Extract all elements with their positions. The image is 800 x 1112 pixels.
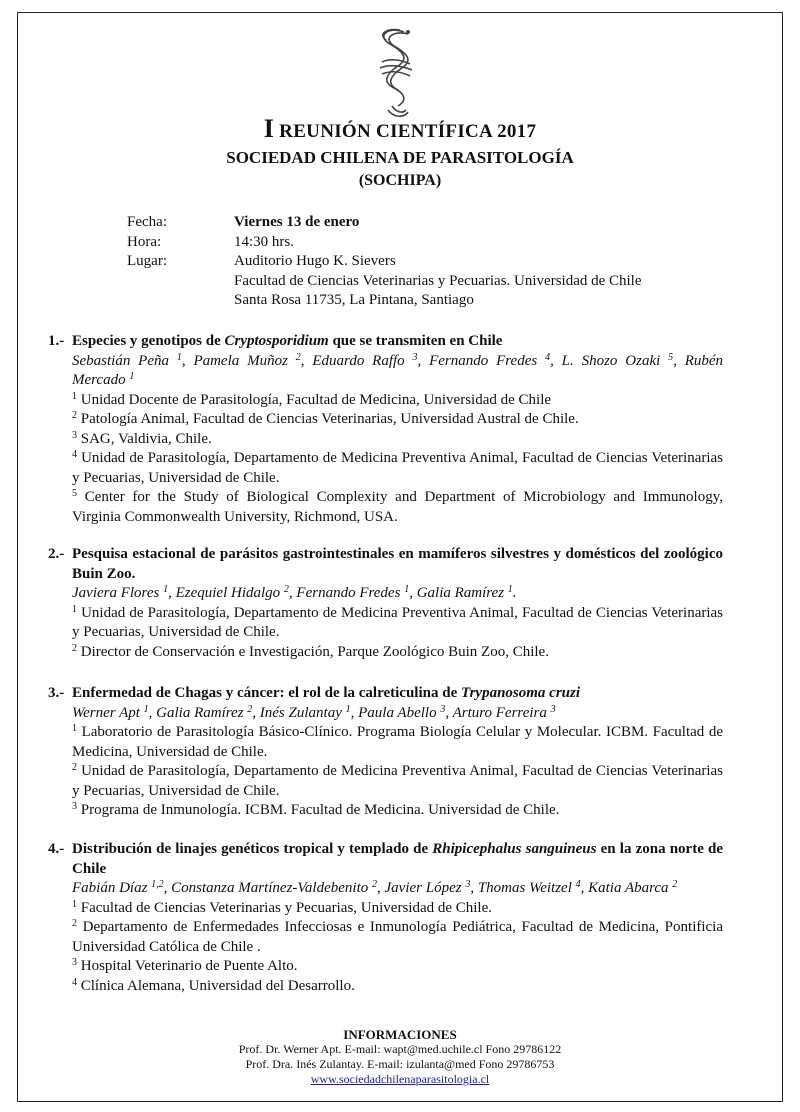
affiliation-text: Departamento de Enfermedades Infecciosas e Inmunología Pediátrica, Facultad de Medicina, Pontificia Universidad Católica de Chile . — [72, 919, 724, 955]
author-name: L. Shozo Ozaki — [561, 352, 661, 369]
author-name: Eduardo Raffo — [312, 352, 405, 369]
author-name: Arturo Ferreira — [452, 704, 547, 721]
meeting-title: I REUNIÓN CIENTÍFICA 2017 — [263, 114, 537, 143]
species-name: Trypanosoma cruzi — [460, 685, 581, 701]
event-details — [127, 213, 642, 311]
affiliation-index: 4 — [72, 976, 77, 988]
author-name: Ezequiel Hidalgo — [175, 585, 281, 601]
date-value: Viernes 13 de enero — [234, 214, 360, 230]
author-affiliation-index: 2 — [295, 351, 301, 363]
place-line-2: Facultad de Ciencias Veterinarias y Pecuarias. Universidad de Chile — [234, 272, 642, 289]
affiliation-index: 3 — [72, 429, 77, 441]
talk-title-text: Especies y genotipos de Cryptosporidium que se transmiten en Chile — [72, 333, 503, 349]
affiliation-text: Unidad de Parasitología, Departamento de Medicina Preventiva Animal, Facultad de Ciencias Veterinarias y Pecuarias, Universidad de Chile. — [72, 450, 724, 486]
talk-item — [48, 840, 723, 996]
author-name: Javier López — [384, 880, 462, 896]
author-name: Rubén Mercado — [72, 352, 724, 388]
author-name: Sebastián Peña — [72, 352, 169, 369]
affiliation-index: 1 — [72, 723, 77, 734]
author-affiliation-index: 4 — [545, 351, 551, 363]
affiliation — [72, 604, 723, 643]
contact-line-1: Prof. Dr. Werner Apt. E-mail: wapt@med.uchile.cl Fono 29786122 — [238, 1042, 562, 1056]
author-affiliation-index: 1,2 — [151, 879, 164, 890]
author-affiliation-index: 1 — [507, 584, 513, 595]
affiliation — [72, 977, 723, 997]
author-name: Werner Apt — [72, 704, 140, 721]
contact-line-2: Prof. Dra. Inés Zulantay. E-mail: izulanta@med Fono 29786753 — [245, 1057, 555, 1071]
talk-body — [72, 584, 723, 662]
author-affiliation-index: 5 — [668, 351, 674, 363]
author-name: Paula Abello — [358, 704, 437, 721]
author-affiliation-index: 2 — [672, 879, 678, 890]
author-name: Javiera Flores — [72, 585, 160, 601]
affiliation-text: SAG, Valdivia, Chile. — [80, 430, 212, 447]
affiliation-index: 4 — [72, 449, 77, 460]
society-name: SOCIEDAD CHILENA DE PARASITOLOGÍA — [226, 148, 574, 167]
talk-title-text: Enfermedad de Chagas y cáncer: el rol de la calreticulina de Trypanosoma cruzi — [72, 685, 581, 701]
affiliation-index: 2 — [72, 642, 77, 654]
affiliation-text: Programa de Inmunología. ICBM. Facultad de Medicina. Universidad de Chile. — [80, 802, 560, 818]
affiliation — [72, 723, 723, 762]
talk-item — [48, 684, 723, 821]
author-affiliation-index: 2 — [372, 879, 377, 890]
place-label: Lugar: — [127, 253, 167, 269]
affiliation — [72, 899, 723, 919]
info-heading: INFORMACIONES — [343, 1027, 457, 1042]
time-label: Hora: — [127, 233, 162, 250]
author-affiliation-index: 1 — [129, 371, 135, 382]
affiliation-index: 3 — [72, 801, 77, 812]
talk-number: 3.- — [48, 685, 65, 701]
affiliation-text: Clínica Alemana, Universidad del Desarrollo. — [80, 977, 355, 994]
authors-line: Werner Apt $^1$, Galia Ramírez $^2$, Inés Zulantay $^1$, Paula Abello $^3$, Arturo Ferreira $^3$ — [72, 703, 556, 721]
affiliation-text: Center for the Study of Biological Complexity and Department of Microbiology and Immunology, Virginia Commonwealth University, Richmond, USA. — [72, 489, 724, 525]
affiliation-index: 2 — [72, 918, 77, 929]
author-affiliation-index: 1 — [345, 703, 351, 715]
affiliation — [72, 391, 723, 411]
author-name: Galia Ramírez — [416, 585, 505, 601]
author-name: Constanza Martínez-Valdebenito — [171, 880, 369, 896]
authors-line: Javiera Flores $^1$, Ezequiel Hidalgo $^2$, Fernando Fredes $^1$, Galia Ramírez $^1$. — [72, 584, 517, 601]
society-acronym: (SOCHIPA) — [358, 172, 442, 189]
talk-number: 1.- — [48, 333, 65, 349]
talk-title-text: Pesquisa estacional de parásitos gastrointestinales en mamíferos silvestres y domésticos del zoológico Buin Zoo. — [72, 546, 723, 582]
affiliation — [72, 762, 723, 801]
author-affiliation-index: 1 — [404, 584, 410, 595]
talk-body — [72, 879, 723, 996]
author-affiliation-index: 3 — [440, 703, 446, 715]
species-name: Cryptosporidium — [224, 333, 329, 349]
affiliation-text: Laboratorio de Parasitología Básico-Clínico. Programa Biología Celular y Molecular. ICBM. Facultad de Medicina, Universidad de Chile. — [72, 724, 724, 760]
affiliation-index: 2 — [72, 410, 77, 421]
authors-line: Sebastián Peña $^1$, Pamela Muñoz $^2$, Eduardo Raffo $^3$, Fernando Fredes $^4$, L. Shozo Ozaki $^5$, Rubén Mercado $^1$ — [72, 351, 724, 388]
affiliation — [72, 488, 723, 527]
affiliation — [72, 957, 723, 977]
species-name: Rhipicephalus sanguineus — [432, 841, 597, 857]
affiliation-index: 1 — [72, 603, 77, 615]
affiliation-index: 2 — [72, 762, 77, 773]
affiliation-text: Unidad Docente de Parasitología, Facultad de Medicina, Universidad de Chile — [80, 391, 552, 408]
author-name: Thomas Weitzel — [477, 880, 572, 896]
affiliation-text: Unidad de Parasitología, Departamento de Medicina Preventiva Animal, Facultad de Ciencias Veterinarias y Pecuarias, Universidad de Chile. — [72, 763, 724, 799]
place-line-1: Auditorio Hugo K. Sievers — [234, 253, 396, 269]
affiliation-index: 1 — [72, 390, 77, 402]
date-label: Fecha: — [127, 214, 167, 230]
authors-line: Fabián Díaz $^{1,2}$, Constanza Martínez-Valdebenito $^2$, Javier López $^3$, Thomas Weitzel $^4$, Katia Abarca $^2$ — [72, 879, 678, 896]
affiliation-text: Director de Conservación e Investigación, Parque Zoológico Buin Zoo, Chile. — [80, 643, 549, 660]
affiliation-text: Unidad de Parasitología, Departamento de Medicina Preventiva Animal, Facultad de Ciencias Veterinarias y Pecuarias, Universidad de Chile. — [72, 604, 724, 640]
author-affiliation-index: 1 — [143, 703, 149, 715]
author-name: Pamela Muñoz — [193, 352, 288, 369]
sochipa-logo-icon — [368, 22, 424, 122]
affiliation — [72, 918, 723, 957]
affiliation-index: 1 — [72, 898, 77, 910]
time-value: 14:30 hrs. — [234, 233, 294, 250]
author-name: Galia Ramírez — [156, 704, 244, 721]
affiliation-text: Patología Animal, Facultad de Ciencias Veterinarias, Universidad Austral de Chile. — [80, 411, 579, 427]
author-name: Fernando Fredes — [296, 585, 401, 601]
talk-title — [48, 545, 723, 584]
author-affiliation-index: 4 — [575, 879, 581, 890]
affiliation — [72, 801, 723, 821]
affiliation-text: Facultad de Ciencias Veterinarias y Pecuarias, Universidad de Chile. — [80, 899, 493, 916]
talk-title — [48, 840, 723, 879]
affiliation — [72, 643, 723, 663]
affiliation — [72, 410, 723, 430]
author-name: Fernando Fredes — [429, 352, 538, 369]
talk-item — [48, 332, 723, 527]
talk-body — [72, 704, 723, 821]
author-affiliation-index: 3 — [550, 703, 556, 715]
author-name: Inés Zulantay — [259, 704, 342, 721]
talk-title — [48, 332, 723, 352]
author-affiliation-index: 2 — [247, 703, 253, 715]
talk-body — [72, 352, 723, 528]
author-affiliation-index: 3 — [465, 879, 471, 890]
affiliation — [72, 449, 723, 488]
affiliation-index: 3 — [72, 957, 77, 968]
talk-title-text: Distribución de linajes genéticos tropical y templado de Rhipicephalus sanguineus en la zona norte de Chile — [72, 841, 723, 877]
place-line-3: Santa Rosa 11735, La Pintana, Santiago — [234, 292, 474, 308]
author-name: Katia Abarca — [588, 880, 669, 896]
author-affiliation-index: 2 — [283, 584, 289, 595]
author-affiliation-index: 1 — [163, 584, 169, 595]
contact-info — [0, 1027, 800, 1087]
website-link[interactable]: www.sociedadchilenaparasitologia.cl — [310, 1072, 490, 1086]
talk-item — [48, 545, 723, 662]
author-affiliation-index: 3 — [412, 351, 418, 363]
talk-number: 2.- — [48, 546, 65, 562]
affiliation — [72, 430, 723, 450]
talk-title — [48, 684, 723, 704]
affiliation-text: Hospital Veterinario de Puente Alto. — [80, 958, 298, 974]
author-affiliation-index: 1 — [176, 351, 182, 363]
talk-number: 4.- — [48, 841, 65, 857]
affiliation-index: 5 — [72, 488, 77, 499]
author-name: Fabián Díaz — [72, 880, 148, 896]
